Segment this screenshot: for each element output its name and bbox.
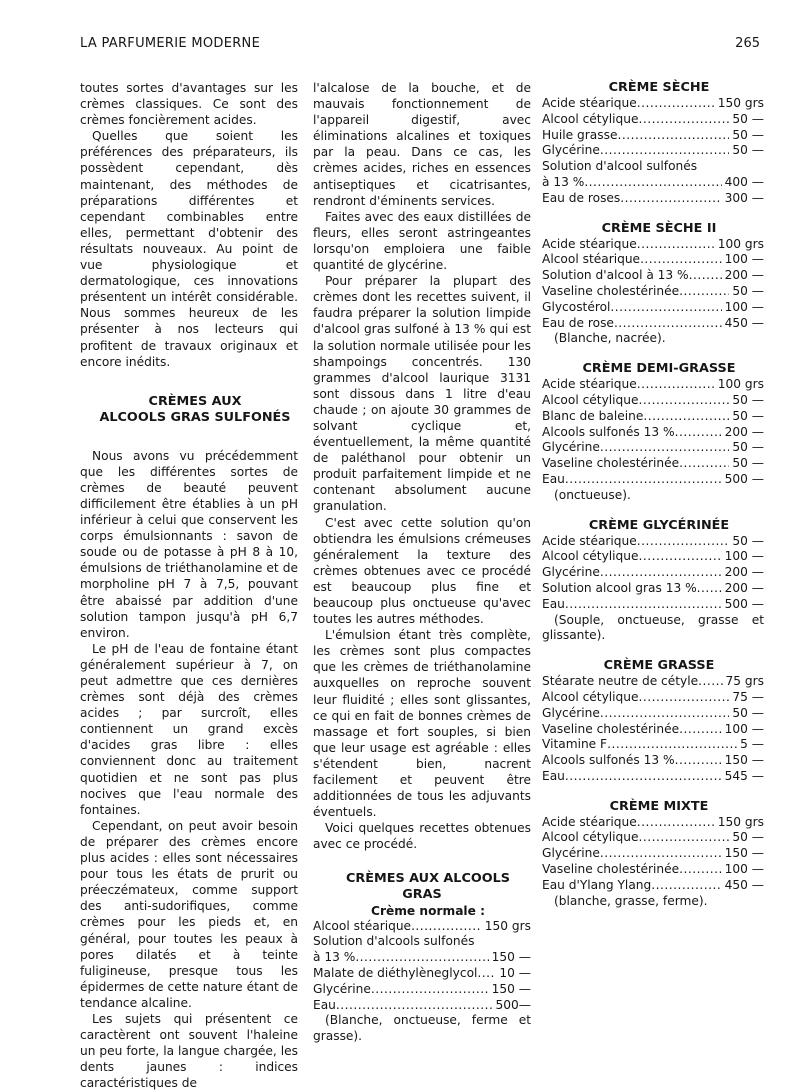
ingredient-quantity: 545 — [724,768,764,783]
leader-dots [639,393,730,409]
recipe-list [542,377,764,488]
leader-dots [637,815,715,831]
ingredient-quantity: 50 — [732,111,764,126]
ingredient-name: Alcool cétylique [542,111,639,126]
recipe-row [542,830,764,846]
ingredient-quantity: 300 — [724,190,764,205]
ingredient-name: Alcool stéarique [542,252,641,267]
recipe-row [542,549,764,565]
recipe-block [542,658,764,785]
ingredient-name: Stéarate neutre de cétyle [542,674,699,689]
ingredient-name: Alcool cétylique [542,689,639,704]
ingredient-quantity: 50 — [732,283,764,298]
leader-dots [355,950,488,966]
paragraph: toutes sortes d'avantages sur les crèmes classiques. Ce sont des crèmes foncièrement acides. [80,81,298,128]
recipe-note: (Blanche, nacrée). [554,331,666,346]
leader-dots [637,237,715,253]
recipe-row [542,581,764,597]
ingredient-quantity: 200 — [724,268,764,283]
recipe-row [313,950,531,966]
recipe-title: CRÈME SÈCHE [608,80,710,95]
paragraph: L'émulsion étant très complète, les crèmes sont plus compactes que les crèmes de triéthanolamine auxquelles on reproche souvent leur fluidité ; elles sont glissantes, ce qui en fait de bonnes crèmes de massage et fort souples, si bien que leur usage est agréable : elles s'étendent bien, nacrent facilement et peuvent être additionnées de tous les adjuvants éventuels. [313,628,531,820]
leader-dots [643,409,729,425]
ingredient-name: Eau de roses [542,190,621,205]
ingredient-name: Alcools sulfonés 13 % [542,753,675,768]
leader-dots [565,769,722,785]
recipe-row [542,690,764,706]
ingredient-quantity: 50 — [732,830,764,845]
ingredient-name: Malate de diéthylèneglycol [313,965,478,980]
leader-dots [620,191,721,207]
ingredient-quantity: 10 — [499,965,531,980]
ingredient-name: Glycostérol [542,299,611,314]
recipe-block [542,80,764,207]
leader-dots [565,472,722,488]
recipe-block [542,799,764,910]
recipe-row [542,753,764,769]
recipe-row [542,862,764,878]
ingredient-quantity: 500 — [724,596,764,611]
ingredient-quantity: 50 — [732,533,764,548]
ingredient-quantity: 50 — [732,408,764,423]
ingredient-name: Glycérine [542,440,600,455]
ingredient-quantity: 75 — [732,689,764,704]
recipe-block [542,361,764,503]
paragraph: Nous avons vu précédemment que les différentes sortes de crèmes de beauté peuvent difficilement être établies à un pH inférieur à celui que conservent les corps émulsionnants : savon de soude ou de potasse à pH 8 à 10, émulsions de triéthanolamine et de morpholine pH 7 à 7,5, pouvant être abaissé par addition d'une solution tampon jusqu'à pH 6,7 environ. [80,448,298,640]
leader-dots [640,252,722,268]
ingredient-name: Eau [313,997,336,1012]
recipe-row [542,393,764,409]
ingredient-quantity: 5 — [740,737,764,752]
page-number: 265 [735,36,760,51]
ingredient-name: Eau [542,768,565,783]
recipe-title: CRÈME GLYCÉRINÉE [588,517,730,533]
ingredient-name: Vaseline cholestérinée [542,721,680,736]
recipes-column [542,80,764,923]
recipe-row [542,237,764,253]
paragraph: Le pH de l'eau de fontaine étant généralement supérieur à 7, on peut admettre que ces dernières crèmes sont déjà des crèmes acides ; par surcroît, elles contiennent un grand excès d'acides gras libre : elles conviennent donc au traitement quotidien et ne sont pas plus nocives que l'eau normale des fontaines. [80,641,298,817]
recipe-row [542,252,764,268]
ingredient-name: Eau [542,471,565,486]
leader-dots [371,982,489,998]
ingredient-name: Acide stéarique [542,814,637,829]
leader-dots [600,440,730,456]
ingredient-name: Glycérine [542,846,600,861]
recipe-row [542,96,764,112]
recipe-row [542,815,764,831]
recipe-row [542,112,764,128]
recipe-row [313,966,531,982]
recipe-block [542,518,764,645]
ingredient-quantity: 100 — [724,721,764,736]
recipe-row [313,919,531,935]
ingredient-name: Glycérine [542,705,600,720]
leader-dots [600,565,722,581]
leader-dots [411,919,482,935]
ingredient-name: Eau [542,596,565,611]
section-title: ALCOOLS GRAS SULFONÉS [99,409,291,425]
recipe-row [542,472,764,488]
ingredient-name: Vitamine F [542,737,608,752]
recipe-list [542,815,764,894]
recipe-row [542,300,764,316]
recipe-row [542,175,764,191]
ingredient-quantity: 200 — [724,580,764,595]
leader-dots [679,456,729,472]
ingredient-name: Vaseline cholestérinée [542,283,680,298]
ingredient-name: Eau de rose [542,315,614,330]
ingredient-name: Glycérine [542,565,600,580]
ingredient-quantity: 50 — [732,440,764,455]
ingredient-quantity: 50 — [732,143,764,158]
ingredient-name: Solution d'alcools sulfonés [313,934,475,949]
ingredient-quantity: 100 — [724,549,764,564]
leader-dots [477,966,496,982]
recipe-row [542,878,764,894]
ingredient-name: Solution d'alcool à 13 % [542,268,689,283]
leader-dots [637,534,730,550]
ingredient-name: Eau d'Ylang Ylang [542,877,652,892]
ingredient-quantity: 500 — [724,471,764,486]
recipe-title: CRÈME SÈCHE II [601,220,717,236]
leader-dots [697,581,722,597]
recipe-note: (Blanche, onctueuse, ferme et grasse). [313,1013,531,1044]
recipe-note: (Souple, onctueuse, grasse et glissante). [542,612,764,643]
recipe-list [542,96,764,207]
paragraph: l'alcalose de la bouche, et de mauvais fonctionnement de l'appareil digestif, avec éliminations alcalines et toxiques par la peau. Dans ce cas, les crèmes acides, riches en essences antiseptiques et cicatrisantes, rendront d'éminents services. [313,81,531,208]
ingredient-name: Acide stéarique [542,236,637,251]
ingredient-quantity: 450 — [724,877,764,892]
recipe-row [542,597,764,613]
recipe-block [542,221,764,348]
leader-dots [639,112,730,128]
recipe-row [542,565,764,581]
recipe-list [542,237,764,332]
ingredient-quantity: 450 — [724,315,764,330]
recipe-title: CRÈME DEMI-GRASSE [582,361,736,377]
leader-dots [607,737,737,753]
ingredient-quantity: 200 — [724,565,764,580]
recipe-row [542,377,764,393]
recipe-row [313,934,531,950]
recipe-row [542,440,764,456]
leader-dots [600,143,730,159]
leader-dots [679,722,722,738]
ingredient-name: Alcools sulfonés 13 % [542,424,675,439]
leader-dots [614,316,722,332]
ingredient-quantity: 50 — [732,392,764,407]
leader-dots [584,175,721,191]
recipe-row [542,268,764,284]
ingredient-quantity: 200 — [724,424,764,439]
ingredient-quantity: 100 grs [717,377,764,392]
recipe-title: CRÈME GRASSE [603,658,715,674]
ingredient-name: Alcool cétylique [542,830,639,845]
ingredient-name: à 13 % [542,174,585,189]
recipe-row [542,456,764,472]
leader-dots [639,830,730,846]
leader-dots [600,846,722,862]
section-title: CRÈMES AUX ALCOOLS GRAS [346,870,510,902]
ingredient-quantity: 100 — [724,299,764,314]
leader-dots [679,862,722,878]
ingredient-name: Huile grasse [542,127,618,142]
recipe-row [542,846,764,862]
leader-dots [639,690,730,706]
ingredient-name: Vaseline cholestérinée [542,862,680,877]
ingredient-quantity: 150 grs [484,918,531,933]
recipe-note: (blanche, grasse, ferme). [554,893,708,908]
recipe-row [542,769,764,785]
recipe-row [542,425,764,441]
recipe-row [542,159,764,175]
paragraph: Faites avec des eaux distillées de fleurs, elles seront astringeantes lorsqu'on emploiera une faible quantité de glycérine. [313,209,531,273]
paragraph: Les sujets qui présentent ce caractèrent ont souvent l'haleine un peu forte, la langue chargée, les dents jaunes : indices caractéristiques de [80,1011,298,1091]
leader-dots [675,425,722,441]
ingredient-name: Acide stéarique [542,533,637,548]
paragraph: Pour préparer la plupart des crèmes dont les recettes suivent, il faudra préparer la solution limpide d'alcool gras sulfoné à 13 % qui est la solution normale utilisée pour les shampoings concentrés. 130 grammes d'alcool laurique 3131 sont dissous dans 1 litre d'eau chaude ; on ajoute 30 grammes de solvant cyclique et, éventuellement, la même quantité de paléthanol pour obtenir un produit parfaitement limpide et ne contenant absolument aucune granulation. [313,274,531,514]
ingredient-quantity: 150 — [491,981,531,996]
section-title: CRÈMES AUX [148,393,242,409]
leader-dots [679,284,729,300]
ingredient-name: Acide stéarique [542,377,637,392]
recipe-row [542,284,764,300]
ingredient-name: Alcool stéarique [313,918,412,933]
paragraph: Voici quelques recettes obtenues avec ce procédé. [313,821,531,852]
leader-dots [637,96,715,112]
recipe-row [542,409,764,425]
leader-dots [689,268,722,284]
recipe-row [542,706,764,722]
ingredient-name: Glycérine [313,981,371,996]
leader-dots [600,706,730,722]
leader-dots [639,549,722,565]
recipe-row [313,982,531,998]
leader-dots [637,377,715,393]
ingredient-quantity: 150 grs [717,96,764,110]
recipe-list [542,534,764,613]
ingredient-quantity: 150 — [724,753,764,768]
recipe-row [542,143,764,159]
ingredient-name: Alcool cétylique [542,549,639,564]
recipe-subtitle: Crème normale : [371,903,485,918]
ingredient-quantity: 75 grs [725,674,764,689]
ingredient-quantity: 150 — [724,846,764,861]
recipe-list [313,919,531,1014]
ingredient-quantity: 500— [495,997,531,1012]
ingredient-quantity: 50 — [732,127,764,142]
ingredient-quantity: 150 grs [717,814,764,829]
ingredient-name: Solution d'alcool sulfonés [542,159,698,174]
ingredient-quantity: 50 — [732,705,764,720]
ingredient-quantity: 100 grs [717,236,764,251]
text-column-1 [80,80,298,1091]
leader-dots [675,753,722,769]
recipe-row [542,737,764,753]
ingredient-name: Blanc de baleine [542,408,644,423]
paragraph: C'est avec cette solution qu'on obtiendra les émulsions crémeuses généralement la texture des crèmes obtenues avec ce procédé est beaucoup plus fine et beaucoup plus onctueuse qu'avec toutes les autres méthodes. [313,515,531,627]
ingredient-name: Vaseline cholestérinée [542,456,680,471]
recipe-row [542,191,764,207]
ingredient-quantity: 400 — [724,174,764,189]
recipe-row [542,316,764,332]
leader-dots [610,300,721,316]
text-column-2 [313,80,531,1045]
leader-dots [651,878,721,894]
ingredient-name: Alcool cétylique [542,392,639,407]
leader-dots [565,597,722,613]
paragraph: Cependant, on peut avoir besoin de préparer des crèmes encore plus acides : elles sont nécessaires pour tous les états de prurit ou préeczémateux, comme support des anti-sudorifiques, comme crèmes pour les pieds et, en général, pour toutes les peaux à pores dilatés et à teinte fuligineuse, presque tous les épidermes de cette nature étant de tendance alcaline. [80,818,298,1010]
ingredient-name: à 13 % [313,950,356,965]
running-title: LA PARFUMERIE MODERNE [80,36,261,51]
recipe-title: CRÈME MIXTE [609,798,709,814]
recipe-row [542,128,764,144]
ingredient-name: Solution alcool gras 13 % [542,580,697,595]
recipe-row [542,722,764,738]
ingredient-quantity: 150 — [491,950,531,965]
ingredient-name: Acide stéarique [542,96,637,110]
leader-dots [617,128,729,144]
leader-dots [698,674,722,690]
recipe-row [542,534,764,550]
recipe-row [542,674,764,690]
recipe-note: (onctueuse). [554,487,631,502]
ingredient-quantity: 100 — [724,862,764,877]
ingredient-quantity: 100 — [724,252,764,267]
ingredient-quantity: 50 — [732,456,764,471]
recipe-list [542,674,764,785]
ingredient-name: Glycérine [542,143,600,158]
paragraph: Quelles que soient les préférences des préparateurs, ils possèdent cependant, dès maintenant, des méthodes de préparations différentes et cependant combinables entre elles, permettant d'obtenir des résultats nouveaux. Au point de vue physiologique et dermatologique, ces innovations présentent un intérêt considérable. Nous sommes heureux de les présenter à nos lecteurs qui profitent de travaux originaux et encore inédits. [80,129,298,369]
